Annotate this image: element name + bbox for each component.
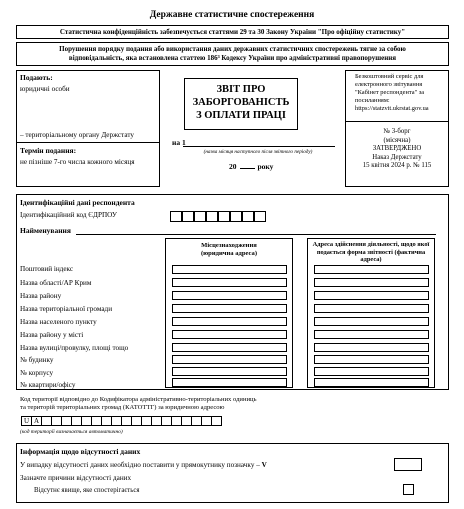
legal-address-input[interactable] [172, 343, 287, 352]
actual-address-input[interactable] [314, 317, 429, 326]
address-row-label: Назва територіальної громади [20, 305, 113, 313]
absence-mark-box[interactable] [394, 458, 422, 471]
confidentiality-notice [16, 25, 449, 39]
form-order: Наказ Держстату [372, 153, 422, 161]
service-text: Безкоштовний сервіс для електронного звітування "Кабінет респондента" за посиланням: https://statzvit.ukrstat.gov.ua [355, 73, 429, 112]
report-date-hint: (назва місяця наступного після звітного періоду) [203, 149, 313, 155]
edrpou-cell[interactable] [242, 211, 254, 222]
report-title [184, 78, 298, 130]
report-year-suffix: року [257, 162, 274, 171]
form-number: № 3-борг [383, 128, 411, 135]
form-order-date: 15 квітня 2024 р. № 115 [362, 162, 432, 169]
actual-address-input[interactable] [314, 367, 429, 376]
report-year [229, 162, 273, 171]
name-label: Найменування [20, 226, 71, 235]
absence-mark: V [261, 461, 267, 469]
legal-address-input[interactable] [172, 304, 287, 313]
legal-address-column [165, 238, 293, 388]
absence-instruction [20, 461, 267, 469]
report-date-line [183, 146, 335, 147]
submitters-legal: юридичні особи [20, 85, 70, 93]
address-row-label: Назва населеного пункту [20, 318, 97, 326]
deadline-text: не пізніше 7-го числа кожного місяця [20, 158, 135, 166]
actual-address-input[interactable] [314, 378, 429, 387]
report-year-blank [240, 162, 255, 169]
katottg-prefix-a: A [31, 416, 42, 426]
report-title-text: ЗВІТ ПРО ЗАБОРГОВАНІСТЬ З ОПЛАТИ ПРАЦІ [192, 84, 290, 121]
submit-divider [16, 142, 160, 143]
edrpou-cell[interactable] [182, 211, 194, 222]
edrpou-label: Ідентифікаційний код ЄДРПОУ [20, 211, 118, 219]
katottg-text-1: Код території відповідно до Кодифікатора адміністративно-територіальних одиниць [20, 396, 257, 403]
katottg-cell[interactable] [211, 416, 222, 426]
actual-address-input[interactable] [314, 330, 429, 339]
address-row-label: Назва області/АР Крим [20, 279, 92, 287]
actual-address-input[interactable] [314, 355, 429, 364]
actual-address-input[interactable] [314, 343, 429, 352]
address-row-label: Назва району у місті [20, 331, 84, 339]
edrpou-cell[interactable] [218, 211, 230, 222]
no-event-label: Відсутнє явище, яке спостерігається [34, 487, 140, 494]
form-approval [345, 128, 449, 171]
address-row-label: Назва району [20, 292, 62, 300]
absence-heading: Інформація щодо відсутності даних [20, 447, 141, 456]
address-row-label: № корпусу [20, 369, 54, 377]
legal-address-input[interactable] [172, 265, 287, 274]
legal-address-input[interactable] [172, 355, 287, 364]
katottg-note: (код території визначається автоматично) [20, 429, 123, 435]
actual-address-header: Адреса здійснення діяльності, щодо якої подається форма звітності (фактична адреса) [312, 241, 430, 264]
edrpou-cell[interactable] [206, 211, 218, 222]
name-field[interactable] [76, 234, 436, 235]
deadline-heading: Термін подання: [20, 146, 77, 155]
edrpou-cell[interactable] [170, 211, 182, 222]
address-row-label: № квартири/офісу [20, 381, 76, 389]
warning-text: Порушення порядку подання або використання даних державних статистичних спостережень тягне за собою відповідальність, яка встановлена статтею 186³ Кодексу України про адміністративні правопорушення [59, 45, 406, 62]
address-row-label: № будинку [20, 356, 54, 364]
actual-address-input[interactable] [314, 265, 429, 274]
address-row-label: Поштовий індекс [20, 265, 74, 273]
address-row-label: Назва вулиці/провулку, площі тощо [20, 344, 129, 352]
form-periodicity: (місячна) [383, 136, 411, 144]
katottg-text-2: та територій територіальних громад (КАТОТТГ) за юридичною адресою [20, 404, 225, 411]
actual-address-input[interactable] [314, 304, 429, 313]
edrpou-cell[interactable] [254, 211, 266, 222]
warning-notice [16, 42, 449, 66]
report-date-label: на 1 [172, 138, 186, 147]
page-title: Державне статистичне спостереження [149, 10, 315, 20]
actual-address-input[interactable] [314, 291, 429, 300]
ident-heading: Ідентифікаційні дані респондента [20, 198, 135, 207]
form-approved: ЗАТВЕРДЖЕНО [372, 145, 422, 152]
legal-address-input[interactable] [172, 291, 287, 300]
edrpou-cell[interactable] [194, 211, 206, 222]
absence-instruction-text: У випадку відсутності даних необхідно поставити у прямокутнику позначку – [20, 461, 260, 469]
report-year-prefix: 20 [229, 162, 237, 171]
submitters-heading: Подають: [20, 73, 53, 82]
legal-address-input[interactable] [172, 378, 287, 387]
edrpou-cell[interactable] [230, 211, 242, 222]
katottg-prefix-u: U [21, 416, 32, 426]
confidentiality-text: Статистична конфіденційність забезпечується статтями 29 та 30 Закону України "Про офіційну статистику" [59, 28, 406, 36]
legal-address-input[interactable] [172, 330, 287, 339]
legal-address-header: Місцезнаходження (юридична адреса) [200, 242, 258, 257]
absence-reason: Зазначте причини відсутності даних [20, 474, 132, 482]
form-info-divider [345, 121, 449, 122]
legal-address-input[interactable] [172, 278, 287, 287]
no-event-checkbox[interactable] [403, 484, 414, 495]
actual-address-input[interactable] [314, 278, 429, 287]
submitters-org: – територіальному органу Держстату [20, 131, 134, 139]
legal-address-input[interactable] [172, 317, 287, 326]
legal-address-input[interactable] [172, 367, 287, 376]
